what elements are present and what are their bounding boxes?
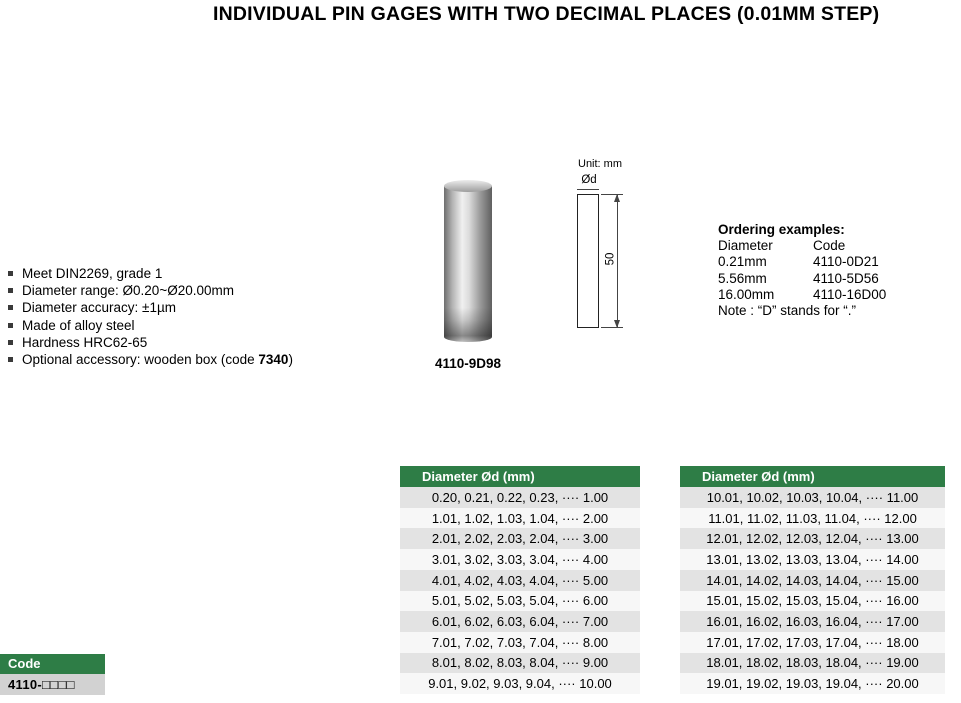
ordering-row xyxy=(718,271,958,287)
bullet-square-icon xyxy=(8,323,13,328)
feature-item xyxy=(8,299,293,316)
diameter-table-left xyxy=(400,466,640,694)
table-row: 9.01, 9.02, 9.03, 9.04, ···· 10.00 xyxy=(400,673,640,694)
feature-item xyxy=(8,351,293,368)
feature-list xyxy=(8,265,293,368)
pin-gage-figure xyxy=(422,180,514,371)
table-header: Diameter Ød (mm) xyxy=(400,466,640,487)
pin-top-cap xyxy=(444,180,492,192)
unit-label: Unit: mm xyxy=(578,158,622,170)
table-row: 11.01, 11.02, 11.03, 11.04, ···· 12.00 xyxy=(680,508,945,529)
ordering-code: 4110-16D00 xyxy=(813,286,887,302)
code-block-header: Code xyxy=(0,654,105,674)
feature-text: Hardness HRC62-65 xyxy=(22,334,148,350)
ordering-row xyxy=(718,287,958,303)
pin-model-caption: 4110-9D98 xyxy=(434,356,502,371)
table-row: 5.01, 5.02, 5.03, 5.04, ···· 6.00 xyxy=(400,591,640,612)
bullet-square-icon xyxy=(8,288,13,293)
ordering-col-diameter: Diameter xyxy=(718,238,773,254)
table-row: 3.01, 3.02, 3.03, 3.04, ···· 4.00 xyxy=(400,549,640,570)
page-title: INDIVIDUAL PIN GAGES WITH TWO DECIMAL PLACES (0.01MM STEP) xyxy=(213,3,880,25)
table-row: 16.01, 16.02, 16.03, 16.04, ···· 17.00 xyxy=(680,611,945,632)
ordering-code: 4110-0D21 xyxy=(813,254,879,270)
pin-shaft xyxy=(444,186,492,342)
table-row: 4.01, 4.02, 4.03, 4.04, ···· 5.00 xyxy=(400,570,640,591)
table-row: 19.01, 19.02, 19.03, 19.04, ···· 20.00 xyxy=(680,673,945,694)
table-row: 0.20, 0.21, 0.22, 0.23, ···· 1.00 xyxy=(400,487,640,508)
feature-text: Made of alloy steel xyxy=(22,317,135,333)
code-block xyxy=(0,654,105,695)
bullet-square-icon xyxy=(8,305,13,310)
table-row: 8.01, 8.02, 8.03, 8.04, ···· 9.00 xyxy=(400,653,640,674)
bullet-square-icon xyxy=(8,357,13,362)
table-row: 6.01, 6.02, 6.03, 6.04, ···· 7.00 xyxy=(400,611,640,632)
dimension-arrow-down-icon xyxy=(614,320,620,328)
ordering-row xyxy=(718,254,958,270)
feature-text: Meet DIN2269, grade 1 xyxy=(22,266,163,281)
table-row: 10.01, 10.02, 10.03, 10.04, ···· 11.00 xyxy=(680,487,945,508)
table-row: 7.01, 7.02, 7.03, 7.04, ···· 8.00 xyxy=(400,632,640,653)
feature-text: Optional accessory: wooden box (code xyxy=(22,352,259,368)
length-dimension-line xyxy=(617,194,618,328)
feature-item xyxy=(8,317,293,334)
pin-outline-rect xyxy=(577,194,599,328)
ordering-diameter: 0.21mm xyxy=(718,254,767,270)
table-row: 18.01, 18.02, 18.03, 18.04, ···· 19.00 xyxy=(680,653,945,674)
table-body xyxy=(400,487,640,694)
ordering-code: 4110-5D56 xyxy=(813,270,879,286)
ordering-examples-title: Ordering examples: xyxy=(718,222,845,237)
feature-item xyxy=(8,282,293,299)
length-dimension-label: 50 xyxy=(604,252,617,266)
table-row: 15.01, 15.02, 15.03, 15.04, ···· 16.00 xyxy=(680,591,945,612)
dimension-arrow-up-icon xyxy=(614,194,620,202)
bullet-square-icon xyxy=(8,271,13,276)
diameter-table-right xyxy=(680,466,945,694)
table-row: 13.01, 13.02, 13.03, 13.04, ···· 14.00 xyxy=(680,549,945,570)
ordering-examples xyxy=(718,222,958,319)
bullet-square-icon xyxy=(8,340,13,345)
feature-item xyxy=(8,334,293,351)
ordering-diameter: 16.00mm xyxy=(718,286,775,302)
diameter-dimension-label: Ød xyxy=(581,174,597,186)
feature-text: Diameter accuracy: ±1µm xyxy=(22,300,176,316)
pin-gage-image xyxy=(444,180,492,342)
ordering-note: Note : “D” stands for “.” xyxy=(718,303,857,319)
table-row: 12.01, 12.02, 12.03, 12.04, ···· 13.00 xyxy=(680,528,945,549)
diameter-dimension-line xyxy=(577,189,599,190)
table-header: Diameter Ød (mm) xyxy=(680,466,945,487)
feature-item xyxy=(8,265,293,282)
feature-text: ) xyxy=(288,352,293,368)
table-body xyxy=(680,487,945,694)
code-block-value: 4110-□□□□ xyxy=(0,674,105,695)
table-row: 2.01, 2.02, 2.03, 2.04, ···· 3.00 xyxy=(400,528,640,549)
technical-drawing xyxy=(560,158,650,348)
ordering-col-code: Code xyxy=(813,238,846,254)
table-row: 17.01, 17.02, 17.03, 17.04, ···· 18.00 xyxy=(680,632,945,653)
feature-text: Diameter range: Ø0.20~Ø20.00mm xyxy=(22,283,234,299)
ordering-header-row xyxy=(718,238,958,254)
feature-text-bold: 7340 xyxy=(258,352,289,368)
ordering-diameter: 5.56mm xyxy=(718,270,767,286)
table-row: 1.01, 1.02, 1.03, 1.04, ···· 2.00 xyxy=(400,508,640,529)
table-row: 14.01, 14.02, 14.03, 14.04, ···· 15.00 xyxy=(680,570,945,591)
